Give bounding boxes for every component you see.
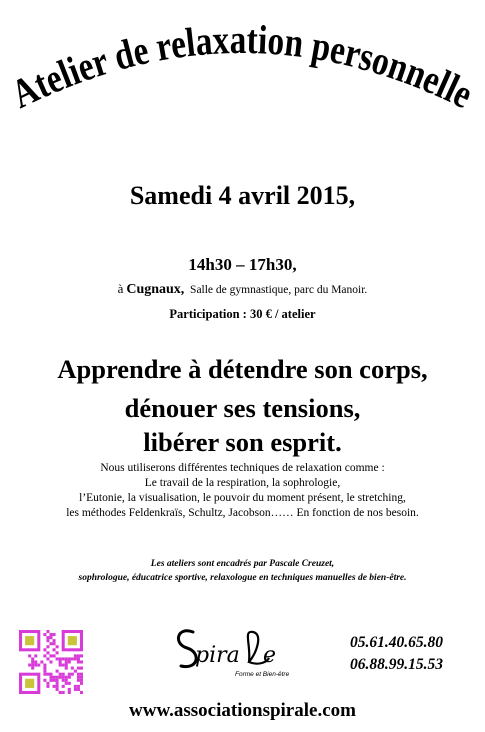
location-prefix: à (117, 281, 124, 296)
website-link[interactable]: www.associationspirale.com (129, 700, 356, 721)
svg-text:pira: pira (195, 643, 240, 668)
event-time: 14h30 – 17h30, (188, 255, 297, 274)
description-line-3: l’Eutonie, la visualisation, le pouvoir du moment présent, le stretching, (79, 492, 406, 504)
credit-line-1: Les ateliers sont encadrés par Pascale Creuzet, (150, 559, 335, 569)
svg-text:e: e (263, 643, 277, 668)
logo-tagline: Forme et Bien-être (235, 671, 289, 678)
headline-line-1: Apprendre à détendre son corps, (57, 354, 428, 384)
title-text: Atelier de relaxation personnelle (4, 15, 484, 119)
description-line-2: Le travail de la respiration, la sophrologie, (144, 477, 341, 489)
qr-code[interactable] (19, 630, 83, 694)
event-location (0, 281, 485, 298)
location-city: Cugnaux, (126, 282, 185, 297)
spirale-logo (171, 622, 289, 682)
event-date: Samedi 4 avril 2015, (129, 181, 356, 210)
description-line-1: Nous utiliserons différentes techniques de relaxation comme : (100, 462, 385, 474)
poster-title (0, 0, 485, 150)
description-line-4: les méthodes Feldenkraïs, Schultz, Jacobson…… En fonction de nos besoin. (66, 507, 419, 519)
svg-text:Atelier de relaxation personne (4, 15, 484, 119)
credit-line-2: sophrologue, éducatrice sportive, relaxologue en techniques manuelles de bien-être. (78, 573, 407, 583)
phone-number-1[interactable]: 05.61.40.65.80 (350, 634, 443, 651)
headline-line-3: libérer son esprit. (143, 427, 342, 457)
headline-line-2: dénouer ses tensions, (124, 393, 361, 423)
location-details: Salle de gymnastique, parc du Manoir. (190, 284, 368, 296)
event-price: Participation : 30 € / atelier (169, 307, 316, 321)
phone-number-2[interactable]: 06.88.99.15.53 (350, 656, 443, 673)
